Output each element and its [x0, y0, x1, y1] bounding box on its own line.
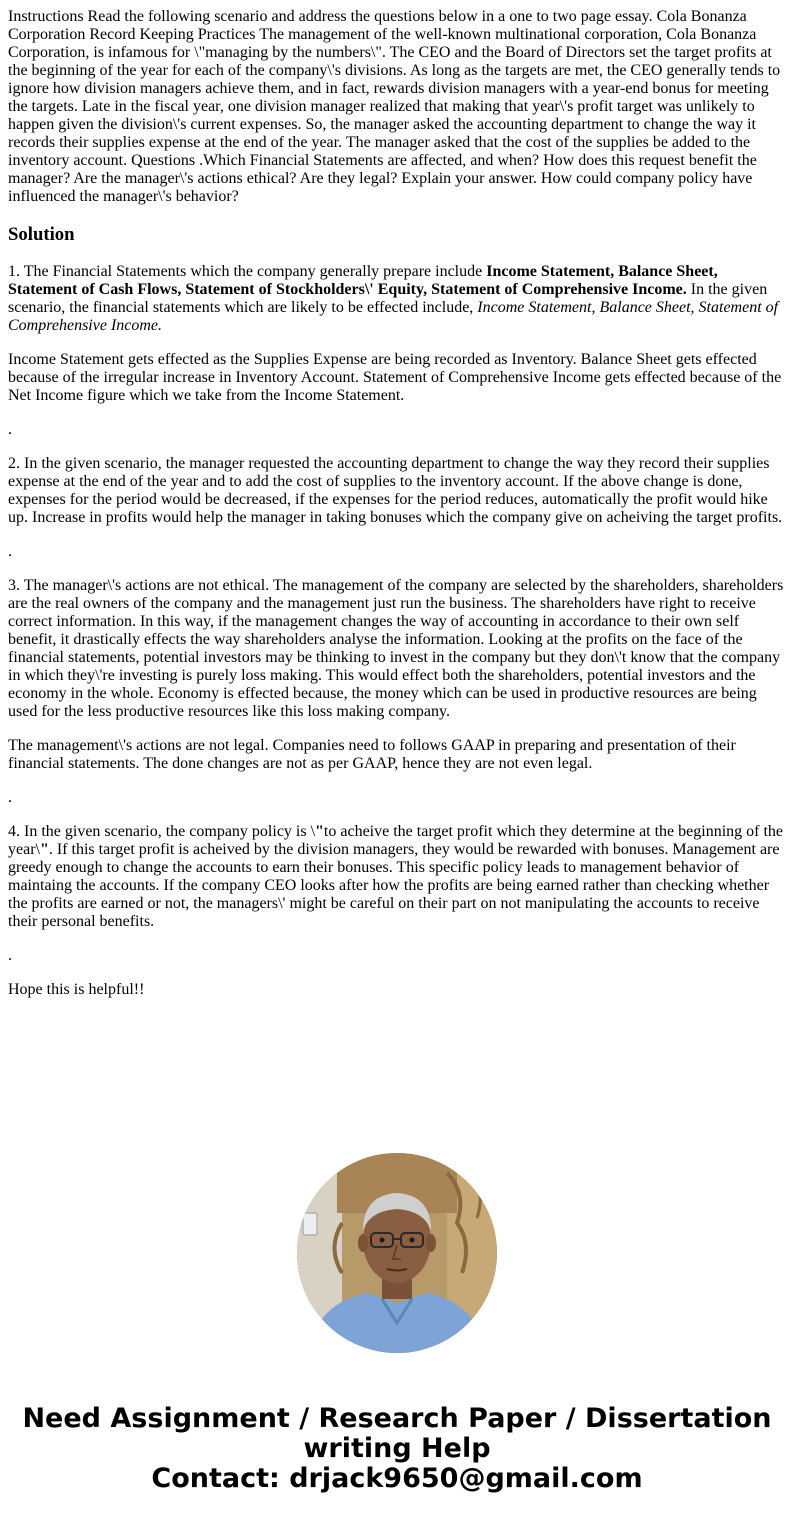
answer-4-quote-open: ": [315, 823, 324, 840]
answer-4-policy: to acheive the target profit which they determine at the beginning of the year\: [8, 823, 784, 858]
separator-dot: .: [8, 789, 12, 806]
promo-contact: Contact: drjack9650@gmail.com: [151, 1463, 643, 1494]
answer-1-paragraph: [8, 263, 786, 335]
separator-dot: .: [8, 947, 12, 964]
promo-banner: [0, 1404, 794, 1494]
solution-heading: Solution: [8, 224, 75, 245]
question-text: Instructions Read the following scenario and address the questions below in a one to two page essay. Cola Bonanza Corporation Record Keeping Practices The management of the well-known multinational corporation, Cola Bonanza Corporation, is infamous for \"managing by the numbers\". The CEO and the Board of Directors set the target profits at the beginning of the year for each of the company\'s divisions. As long as the targets are met, the CEO generally tends to ignore how division managers achieve them, and in fact, rewards division managers with a year-end bonus for meeting the targets. Late in the fiscal year, one division manager realized that making that year\'s profit target was unlikely to happen given the division\'s current expenses. So, the manager asked the accounting department to change the way it records their supplies expense at the end of the year. The manager asked that the cost of the supplies be added to the inventory account. Questions .Which Financial Statements are affected, and when? How does this request benefit the manager? Are the manager\'s actions ethical? Are they legal? Explain your answer. How could company policy have influenced the manager\'s behavior?: [8, 8, 781, 205]
answer-1-affected-list: Income Statement, Balance Sheet, Statement of Comprehensive Income.: [8, 299, 779, 334]
separator-dot: .: [8, 543, 12, 560]
answer-4-rest: . If this target profit is acheived by the division managers, they would be rewarded with bonuses. Management are greedy enough to change the accounts to earn their bonuses. This specific policy leads to management behavior of maintaing the accounts. If the company CEO looks after how the profits are being earned rather than checking whether the profits are earned or not, the managers\' might be careful on their part on not manipulating the accounts to receive their personal benefits.: [8, 841, 780, 930]
promo-line-1: Need Assignment / Research Paper / Dissertation: [22, 1403, 772, 1434]
answer-1-lead: 1. The Financial Statements which the company generally prepare include: [8, 263, 487, 280]
closing-text: Hope this is helpful!!: [8, 981, 145, 998]
promo-line-2: writing Help: [303, 1433, 491, 1464]
document-body: [8, 8, 786, 1015]
answer-4-paragraph: [8, 823, 786, 931]
answer-4-quote-close: ": [39, 841, 49, 858]
answer-4-lead: 4. In the given scenario, the company policy is \: [8, 823, 316, 840]
answer-3-legal-paragraph: The management\'s actions are not legal. Companies need to follows GAAP in preparing and presentation of their financial statements. The done changes are not as per GAAP, hence they are not even legal.: [8, 737, 736, 772]
answer-2-paragraph: 2. In the given scenario, the manager requested the accounting department to change the way they record their supplies expense at the end of the year and to add the cost of supplies to the inventory account. If the above change is done, expenses for the period would be decreased, if the expenses for the period reduces, automatically the profit would hike up. Increase in profits would help the manager in taking bonuses which the company give on acheiving the target profits.: [8, 455, 783, 526]
answer-1-mid: In the given scenario, the financial statements which are likely to be effected include,: [8, 281, 768, 316]
person-portrait-icon: [297, 1153, 497, 1353]
separator-dot: .: [8, 421, 12, 438]
avatar: [297, 1153, 497, 1353]
answer-1-statements-list: Income Statement, Balance Sheet, Statement of Cash Flows, Statement of Stockholders\' Equity, Statement of Comprehensive Income.: [8, 263, 718, 298]
answer-1-explanation: Income Statement gets effected as the Supplies Expense are being recorded as Inventory. Balance Sheet gets effected because of the irregular increase in Inventory Account. Statement of Comprehensive Income gets effected because of the Net Income figure which we take from the Income Statement.: [8, 351, 782, 404]
answer-3-paragraph: 3. The manager\'s actions are not ethical. The management of the company are selected by the shareholders, shareholders are the real owners of the company and the management just run the business. The shareholders have right to receive correct information. In this way, if the management changes the way of accounting in accordance to their own self benefit, it drastically effects the way shareholders analyse the information. Looking at the profits on the face of the financial statements, potential investors may be thinking to invest in the company but they don\'t know that the company in which they\'re investing is purely loss making. This would effect both the shareholders, potential investors and the economy in the whole. Economy is effected because, the money which can be used in productive resources are being used for the less productive resources like this loss making company.: [8, 577, 784, 720]
